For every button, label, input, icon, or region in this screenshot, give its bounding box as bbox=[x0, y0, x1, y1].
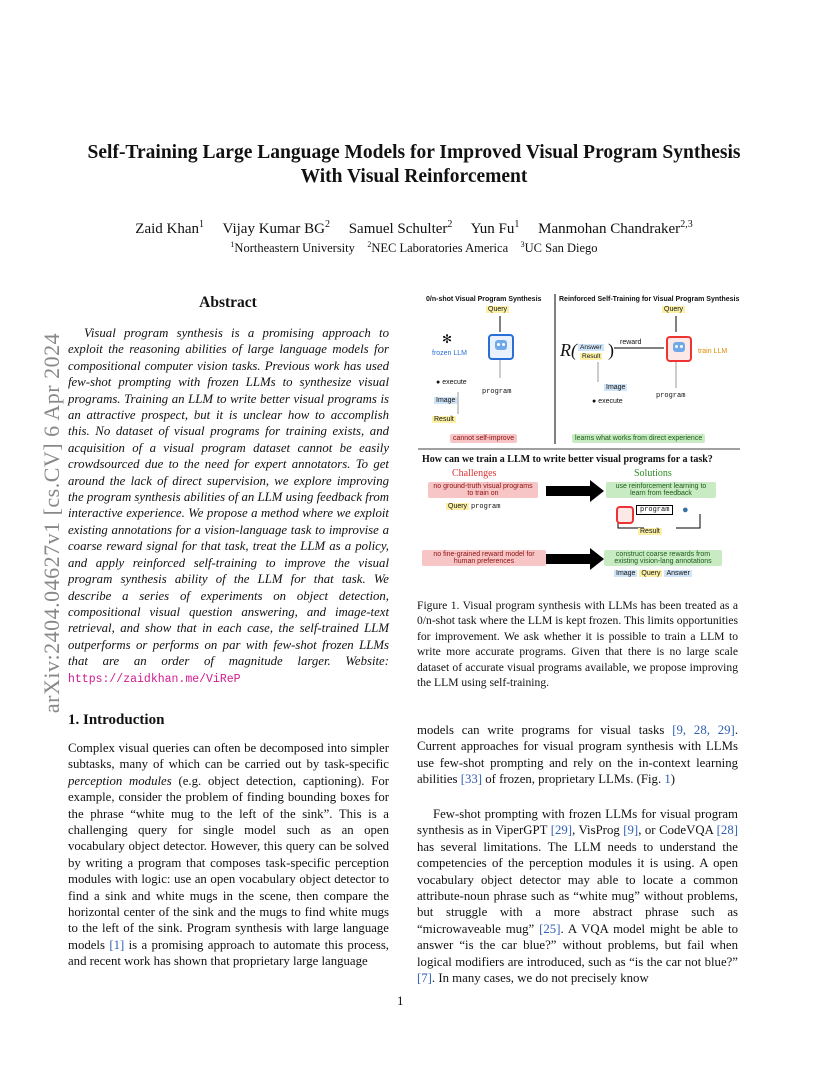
train-llm-label: train LLM bbox=[698, 348, 728, 355]
title-line-2: With Visual Reinforcement bbox=[300, 166, 528, 187]
train-robot-icon bbox=[666, 336, 692, 362]
program-box: program bbox=[636, 505, 673, 515]
reward-paren: ) bbox=[608, 340, 614, 360]
citation-link[interactable]: [7] bbox=[417, 971, 432, 986]
query-label-right: Query bbox=[664, 306, 684, 313]
openai-icon: ✻ bbox=[442, 332, 453, 346]
figure-ref-link[interactable]: 1 bbox=[664, 772, 671, 787]
figure-1 bbox=[418, 292, 740, 582]
intro-paragraph-1: Complex visual queries can often be decomposed into simpler subtasks, many of which can be carried out by task-specific perception modules (e.g. object detection, captioning). For example, consider the problem of finding bounding boxes for the phrase “white mug to the left of the sink”. This is a challenging query for single model such as an open vocabulary object detector. However, this query can be solved by writing a program that composes task-specific perception modules with logic: use an open vocabulary object detector to find a sink and white mugs in the scene, then compare the horizontal center of the sink and the mugs to find white mugs to the left of the sink. Program synthesis with large language models [1] is a promising approach to automate this process, and recent work has shown that proprietary large language bbox=[68, 741, 390, 969]
python-logo-icon: ● bbox=[682, 504, 689, 516]
author: Samuel Schulter bbox=[348, 221, 448, 237]
abstract-heading: Abstract bbox=[199, 294, 257, 311]
right-panel-title: Reinforced Self-Training for Visual Program Synthesis bbox=[559, 296, 740, 303]
page-number: 1 bbox=[397, 993, 404, 1008]
author: Manmohan Chandraker bbox=[538, 221, 681, 237]
solutions-heading: Solutions bbox=[634, 468, 672, 479]
challenge-2-box: no fine-grained reward model for human preferences bbox=[422, 550, 546, 566]
section-heading-introduction: 1. Introduction bbox=[68, 712, 165, 728]
citation-link[interactable]: [9] bbox=[623, 823, 639, 838]
result-label-right: Result bbox=[582, 353, 601, 360]
learns-box: learns what works from direct experience bbox=[572, 434, 705, 443]
python-icon: ● bbox=[592, 398, 599, 405]
python-icon: ● bbox=[436, 379, 443, 386]
frozen-llm-label: frozen LLM bbox=[432, 350, 468, 357]
cannot-improve-box: cannot self-improve bbox=[450, 434, 517, 443]
citation-link[interactable]: [9, 28, 29] bbox=[672, 723, 735, 737]
paper-title bbox=[60, 141, 768, 189]
author: Yun Fu bbox=[470, 221, 515, 237]
reward-label: reward bbox=[620, 339, 642, 346]
solution-1-box: use reinforcement learning to learn from feedback bbox=[606, 482, 716, 498]
citation-link[interactable]: [25] bbox=[539, 921, 561, 936]
reward-function: R( bbox=[560, 340, 577, 360]
title-line-1: Self-Training Large Language Models for Improved Visual Program Synthesis bbox=[87, 142, 741, 163]
figure-caption: Figure 1. Visual program synthesis with LLMs has been treated as a 0/n-shot task where the LLM is kept frozen. This limits opportunities for improvement. We ask whether it is possible to train a LLM to write more accurate programs. Given that there is no large scale dataset of accurate visual programs available, we propose improving the LLM using self-training. bbox=[417, 599, 738, 690]
image-label: Image bbox=[436, 397, 456, 404]
robot-icon bbox=[488, 334, 514, 360]
image-label-right: Image bbox=[606, 384, 626, 391]
solution-2-box: construct coarse rewards from existing vision-lang annotations bbox=[604, 550, 722, 566]
figure-question: How can we train a LLM to write better visual programs for a task? bbox=[422, 454, 713, 465]
arxiv-stamp: arXiv:2404.04627v1 [cs.CV] 6 Apr 2024 bbox=[39, 332, 64, 714]
program-label-right: program bbox=[656, 392, 686, 400]
author-list: Zaid Khan$^1$ Vijay Kumar $BG^2$ Samuel Schulter$^2$ Yun Fu$^1$ Manmohan Chandraker$^{2,3}$ bbox=[135, 219, 693, 237]
answer-label: Answer bbox=[580, 344, 602, 351]
left-panel-title: 0/n-shot Visual Program Synthesis bbox=[426, 296, 542, 303]
solution-2-tags: Image Query Answer bbox=[616, 570, 690, 577]
challenges-heading: Challenges bbox=[452, 468, 497, 479]
citation-link[interactable]: [33] bbox=[460, 772, 483, 787]
challenge-1-box: no ground-truth visual programs to train on bbox=[428, 482, 538, 498]
execute-label-right: ● execute bbox=[592, 398, 623, 405]
result-box: Result bbox=[640, 528, 660, 535]
citation-link[interactable]: [29] bbox=[550, 823, 573, 838]
author: Zaid Khan bbox=[135, 221, 200, 237]
program-label: program bbox=[482, 388, 512, 396]
author: Vijay Kumar BG bbox=[222, 221, 325, 237]
mini-robot-icon bbox=[616, 506, 634, 524]
query-label: Query bbox=[488, 306, 508, 313]
citation-link[interactable]: [28] bbox=[716, 823, 738, 838]
challenge-1-tags: Query program bbox=[448, 503, 501, 511]
execute-label: ● execute bbox=[436, 379, 467, 386]
right-paragraph-1: models can write programs for visual tasks [9, 28, 29]. Current approaches for visual program synthesis with LLMs use few-shot prompting and rely on the in-context learning abilities [33] of frozen, proprietary LLMs. (Fig. 1) bbox=[417, 723, 739, 787]
result-label: Result bbox=[434, 416, 454, 423]
abstract-body: Visual program synthesis is a promising approach to exploit the reasoning abilities of large language models for compositional computer vision tasks. Previous work has used few-shot prompting with frozen LLMs to synthesize visual programs. Training an LLM to write better visual programs is an attractive prospect, but it is unclear how to accomplish this. No dataset of visual programs for training exists, and acquisition of a visual program dataset cannot be easily crowdsourced due to the need for expert annotators. To get around the lack of direct supervision, we explore improving the program synthesis abilities of an LLM using feedback from interactive experience. We propose a method where we exploit existing annotations for a vision-language task to improvise a coarse reward signal for that task, treat the LLM as a policy, and apply reinforced self-training to improve the visual program synthesis ability of the LLM for that task. We describe a series of experiments on object detection, compositional visual question answering, and image-text retrieval, and show that in each case, the self-trained LLM outperforms or performs on par with few-shot frozen LLMs that are an order of magnitude larger. Website: https://zaidkhan.me/ViReP bbox=[68, 326, 389, 686]
citation-link[interactable]: [1] bbox=[109, 937, 125, 952]
right-paragraph-2: Few-shot prompting with frozen LLMs for visual program synthesis as in ViperGPT [29], VisProg [9], or CodeVQA [28] has several limitations. The LLM needs to understand the competencies of the perception modules it is using. A open vocabulary object detector may able to locate a common attribute-noun phrase such as “white mug” without problems, but struggle with a more abstract phrase such as “microwaveable mug” [25]. A VQA model might be able to answer “is the car blue?” without problems, but fail when logical modifiers are introduced, such as “is the car not blue?” [7]. In many cases, we do not precisely know bbox=[417, 807, 739, 986]
affiliations: $^1$Northeastern University $^2$NEC Laboratories America $^3$UC San Diego bbox=[230, 240, 598, 256]
website-link[interactable]: https://zaidkhan.me/ViReP bbox=[68, 672, 241, 686]
